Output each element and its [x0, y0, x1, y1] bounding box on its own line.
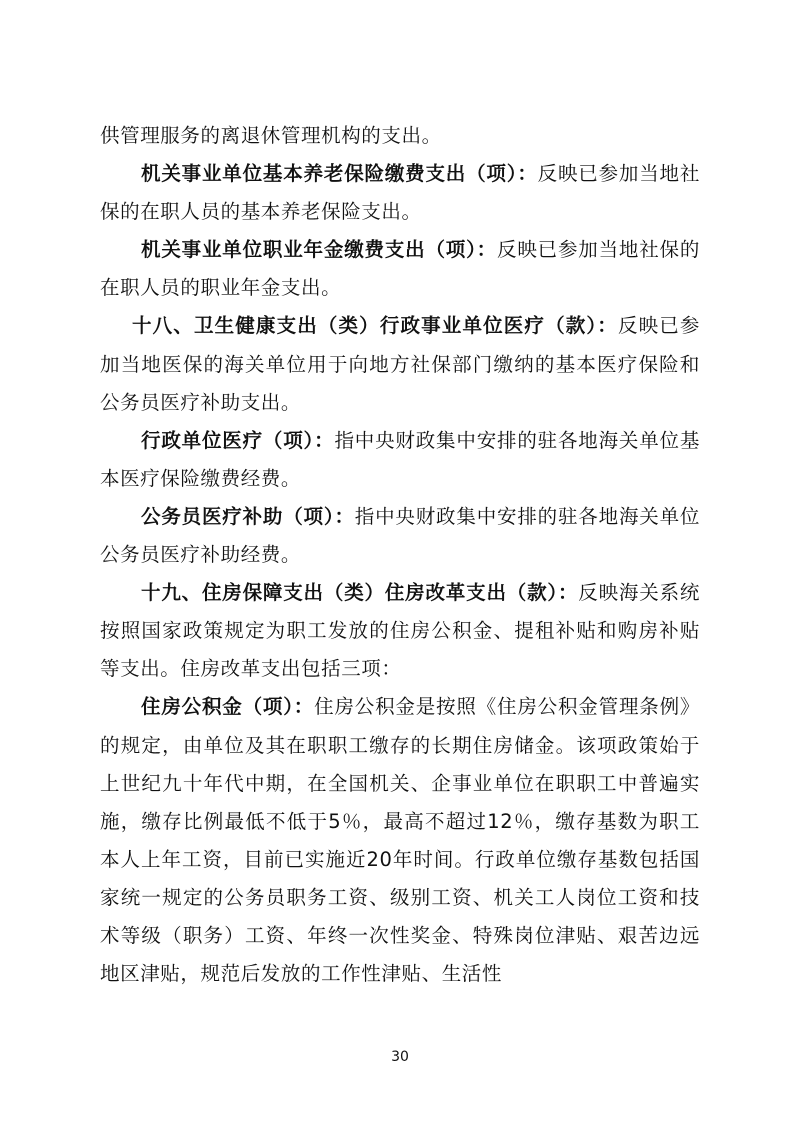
paragraph-admin-medical — [100, 422, 700, 498]
page-body — [100, 117, 700, 993]
paragraph-continuation — [100, 117, 700, 155]
paragraph-text: 指中央财政集中安排的驻各地海关单位基本医疗保险缴费经费。 — [100, 428, 700, 490]
paragraph-pension-insurance — [100, 155, 700, 231]
paragraph-occupational-annuity — [100, 231, 700, 307]
paragraph-heading: 公务员医疗补助（项）： — [141, 504, 355, 528]
paragraph-text: 反映海关系统按照国家政策规定为职工发放的住房公积金、提租补贴和购房补贴等支出。住房改革支出包括三项： — [100, 581, 700, 681]
paragraph-text: 反映已参加当地社保的在职人员的基本养老保险支出。 — [100, 162, 700, 224]
paragraph-heading: 十九、住房保障支出（类）住房改革支出（款）： — [141, 581, 579, 605]
paragraph-health-expenditure — [100, 307, 700, 421]
paragraph-text: 反映已参加当地社保的在职人员的职业年金支出。 — [100, 238, 700, 300]
paragraph-heading: 机关事业单位职业年金缴费支出（项）： — [141, 238, 497, 262]
paragraph-heading: 行政单位医疗（项）： — [141, 428, 335, 452]
paragraph-text: 反映已参加当地医保的海关单位用于向地方社保部门缴纳的基本医疗保险和公务员医疗补助支出。 — [100, 314, 700, 414]
paragraph-heading: 住房公积金（项）： — [141, 695, 315, 719]
paragraph-housing-expenditure — [100, 574, 700, 688]
paragraph-heading: 十八、卫生健康支出（类）行政事业单位医疗（款）： — [132, 314, 618, 338]
paragraph-text: 住房公积金是按照《住房公积金管理条例》的规定，由单位及其在职职工缴存的长期住房储金。该项政策始于上世纪九十年代中期，在全国机关、企事业单位在职职工中普遍实施，缴存比例最低不低于5％，最高不超过12％，缴存基数为职工本人上年工资，目前已实施近20年时间。行政单位缴存基数包括国家统一规定的公务员职务工资、级别工资、机关工人岗位工资和技术等级（职务）工资、年终一次性奖金、特殊岗位津贴、艰苦边远地区津贴，规范后发放的工作性津贴、生活性 — [100, 695, 700, 986]
paragraph-heading: 机关事业单位基本养老保险缴费支出（项）： — [141, 162, 538, 186]
paragraph-text: 供管理服务的离退休管理机构的支出。 — [100, 124, 442, 147]
paragraph-text: 指中央财政集中安排的驻各地海关单位公务员医疗补助经费。 — [100, 504, 700, 567]
paragraph-civil-servant-medical — [100, 498, 700, 574]
paragraph-housing-fund — [100, 688, 700, 993]
page-number: 30 — [391, 1049, 409, 1065]
